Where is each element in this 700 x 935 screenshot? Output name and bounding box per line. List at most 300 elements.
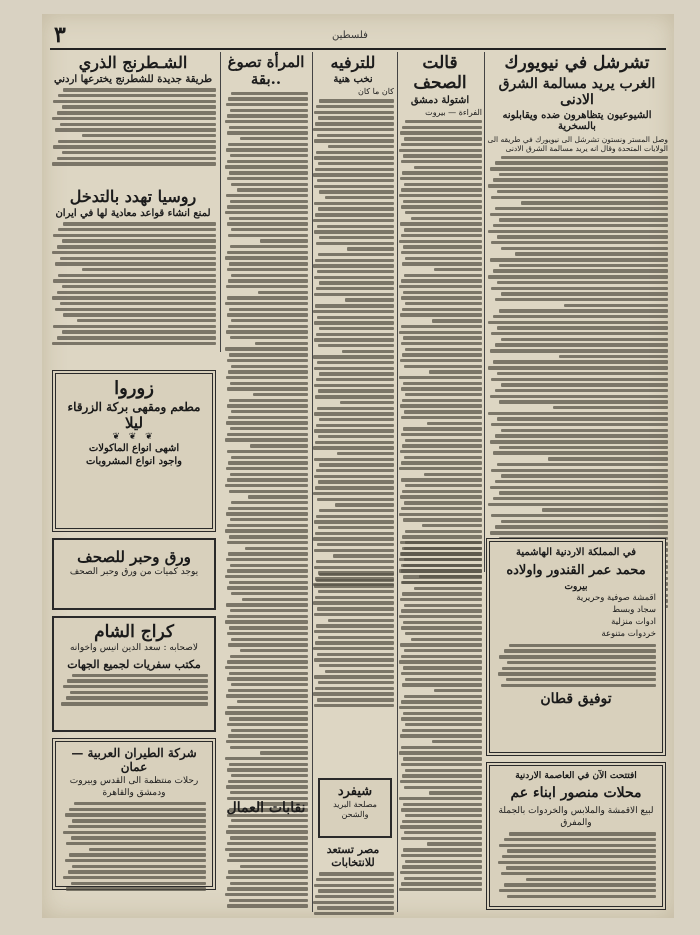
text-line [226, 512, 308, 515]
text-line [248, 495, 308, 498]
text-line [53, 145, 216, 148]
text-line [227, 768, 308, 771]
text-line [491, 332, 668, 335]
text-line [227, 450, 308, 453]
text-line [313, 537, 394, 540]
text-line [402, 126, 482, 129]
text-line [227, 296, 308, 299]
russia-headline: روسيا تهدد بالتدخل [69, 187, 197, 206]
text-line [231, 819, 308, 822]
article-body [312, 872, 394, 915]
text-line [499, 309, 668, 312]
text-line [559, 355, 668, 358]
text-line [316, 579, 394, 582]
text-line [314, 156, 394, 159]
text-line [401, 507, 482, 510]
text-line [71, 836, 206, 839]
text-line [491, 378, 668, 381]
text-line [399, 285, 482, 288]
text-line [405, 723, 482, 726]
text-line [319, 99, 394, 102]
text-line [69, 853, 206, 856]
text-line [499, 889, 656, 892]
text-line [70, 691, 208, 694]
russia-subheadline: لمنع انشاء قواعد معادية لها في ايران [55, 208, 211, 220]
text-line [401, 342, 482, 345]
zarqa-ad-food: اشهى انواع الماكولات [88, 442, 180, 454]
text-line [404, 456, 482, 459]
text-line [230, 791, 308, 794]
text-line [402, 171, 482, 174]
text-line [230, 655, 308, 658]
text-line [226, 694, 308, 697]
text-line [63, 876, 206, 879]
text-line [401, 143, 482, 146]
text-line [317, 653, 394, 656]
text-line [225, 666, 308, 669]
text-line [400, 643, 482, 646]
text-line [227, 131, 308, 134]
text-line [68, 870, 206, 873]
text-line [401, 234, 482, 237]
text-line [402, 774, 482, 777]
text-line [403, 621, 482, 624]
text-line [401, 205, 482, 208]
text-line [404, 786, 482, 789]
text-line [403, 427, 482, 430]
newsprint-ad-title: ورق وحبر للصحف [77, 548, 191, 566]
text-line [229, 626, 308, 629]
text-line [400, 552, 482, 555]
text-line [316, 105, 394, 108]
text-line [228, 552, 308, 555]
text-line [229, 217, 308, 220]
text-line [501, 292, 668, 295]
text-line [497, 190, 668, 193]
text-line [488, 366, 668, 369]
text-line [414, 587, 482, 590]
text-line [405, 257, 482, 260]
text-line [225, 484, 308, 487]
text-line [227, 887, 308, 890]
text-line [314, 293, 394, 296]
zarqa-ad-name: مطعم ومقهى بركة الزرقاء [67, 399, 201, 414]
text-line [504, 883, 656, 886]
text-line [318, 681, 394, 684]
text-line [317, 607, 394, 610]
text-line [499, 264, 668, 267]
text-line [488, 230, 668, 233]
text-line [495, 389, 668, 392]
text-line [52, 251, 216, 254]
text-line [497, 281, 668, 284]
text-line [401, 837, 482, 840]
text-line [404, 410, 482, 413]
text-line [228, 97, 308, 100]
elections-article-bottom [312, 844, 394, 910]
text-line [225, 529, 308, 532]
text-line [231, 729, 308, 732]
text-line [490, 440, 668, 443]
text-line [318, 435, 394, 438]
text-line [488, 321, 668, 324]
shipping-ad-title: شيفرد [337, 784, 373, 799]
text-line [317, 543, 394, 546]
text-line [57, 245, 216, 248]
article-body [312, 99, 394, 586]
text-line [501, 156, 668, 159]
text-line [316, 515, 394, 518]
airline-ad [52, 738, 216, 890]
text-line [401, 296, 482, 299]
text-line [402, 547, 482, 550]
text-line [260, 751, 308, 754]
text-line [402, 592, 482, 595]
text-line [401, 672, 482, 675]
text-line [404, 137, 482, 140]
text-line [504, 838, 656, 841]
text-line [501, 247, 668, 250]
text-line [399, 569, 482, 572]
text-line [501, 872, 656, 875]
text-line [318, 344, 394, 347]
text-line [229, 262, 308, 265]
text-line [497, 372, 668, 375]
text-line [401, 387, 482, 390]
text-line [491, 469, 668, 472]
article-body [224, 92, 308, 818]
text-line [230, 882, 308, 885]
text-line [429, 370, 482, 373]
text-line [68, 825, 206, 828]
text-line [333, 554, 395, 557]
text-line [399, 751, 482, 754]
text-line [62, 330, 216, 333]
text-line [499, 844, 656, 847]
text-line [314, 384, 394, 387]
text-line [400, 825, 482, 828]
text-line [226, 194, 308, 197]
text-line [229, 581, 308, 584]
text-line [52, 342, 216, 345]
text-line [229, 399, 308, 402]
text-line [225, 893, 308, 896]
text-line [499, 400, 668, 403]
text-line [401, 746, 482, 749]
qandour-ad-list [496, 593, 656, 641]
text-line [405, 302, 482, 305]
text-line [225, 165, 308, 168]
page-number: ٣ [54, 22, 66, 48]
text-line [315, 122, 394, 125]
text-line [62, 285, 216, 288]
text-line [228, 689, 308, 692]
text-line [63, 313, 216, 316]
text-line [225, 620, 308, 623]
zarqa-ad-drinks: واجود انواع المشروبات [86, 456, 182, 468]
entertainment-byline: كان ما كان [357, 87, 394, 97]
text-line [316, 878, 394, 881]
text-line [53, 100, 216, 103]
text-line [82, 268, 216, 271]
text-line [405, 860, 482, 863]
text-line [526, 878, 656, 881]
text-line [229, 171, 308, 174]
text-line [498, 861, 656, 864]
text-line [401, 581, 482, 584]
text-line [493, 360, 668, 363]
text-line [66, 696, 208, 699]
top-rule [50, 48, 666, 50]
chess-headline: الشـطرنج الذري [78, 53, 188, 72]
text-line [62, 105, 216, 108]
elections-headline: مصر تستعد للانتخابات [326, 843, 380, 869]
text-line [404, 877, 482, 880]
text-line [493, 315, 668, 318]
text-line [225, 120, 308, 123]
qandour-ad-agent: توفيق قطان [540, 691, 612, 707]
zarqa-ad-title: زوروا [114, 378, 154, 399]
text-line [314, 321, 394, 324]
text-line [230, 518, 308, 521]
text-line [488, 412, 668, 415]
text-line [228, 370, 308, 373]
ornament: ❦ ❦ ❦ [112, 431, 156, 442]
text-line [507, 895, 656, 898]
text-line [318, 162, 394, 165]
text-line [315, 441, 394, 444]
text-line [401, 461, 482, 464]
text-line [228, 643, 308, 646]
text-line [61, 702, 208, 705]
text-line [404, 183, 482, 186]
text-line [434, 268, 482, 271]
text-line [400, 495, 482, 498]
text-line [403, 848, 482, 851]
list-item: سجاد وبسط [612, 605, 656, 616]
text-line [314, 475, 394, 478]
entertainment-subheadline: نخب هنية [333, 74, 373, 86]
text-line [400, 404, 482, 407]
text-line [319, 664, 394, 667]
qandour-ad-city: بيروت [564, 582, 588, 593]
press-review-article [398, 54, 482, 532]
text-line [542, 508, 668, 511]
text-line [58, 94, 216, 97]
text-line [495, 434, 668, 437]
text-line [62, 239, 216, 242]
text-line [314, 520, 394, 523]
chess-subheadline: طريقة جديدة للشطرنج يخترعها اردني [53, 74, 213, 86]
text-line [548, 457, 668, 460]
text-line [316, 624, 394, 627]
text-line [253, 393, 308, 396]
text-line [402, 683, 482, 686]
text-line [507, 849, 656, 852]
text-line [495, 525, 668, 528]
text-line [490, 395, 668, 398]
text-line [403, 757, 482, 760]
text-line [227, 177, 308, 180]
text-line [434, 689, 482, 692]
text-line [318, 116, 394, 119]
text-line [342, 350, 394, 353]
text-line [231, 228, 308, 231]
text-line [490, 531, 668, 534]
text-line [63, 831, 206, 834]
text-line [314, 584, 394, 587]
text-line [499, 446, 668, 449]
text-line [82, 134, 216, 137]
text-line [402, 444, 482, 447]
text-line [497, 463, 668, 466]
qandour-ad-title: محمد عمر القندور واولاده [506, 562, 646, 578]
text-line [319, 190, 394, 193]
text-line [314, 630, 394, 633]
text-line [226, 785, 308, 788]
text-line [230, 154, 308, 157]
text-line [231, 456, 308, 459]
text-line [314, 704, 394, 707]
text-line [319, 281, 394, 284]
text-line [228, 234, 308, 237]
text-line [67, 679, 208, 682]
press-subheadline: اشتولة دمشق [410, 95, 470, 107]
text-line [225, 256, 308, 259]
text-line [228, 825, 308, 828]
text-line [229, 763, 308, 766]
text-line [314, 111, 394, 114]
text-line [501, 383, 668, 386]
text-line [72, 674, 208, 677]
mansour-ad-title: محلات منصور ابناء عم [510, 785, 642, 802]
text-line [228, 780, 308, 783]
text-line [66, 842, 206, 845]
text-line [55, 262, 216, 265]
qandour-ad [486, 538, 666, 756]
text-line [521, 201, 668, 204]
text-line [314, 202, 394, 205]
text-line [226, 421, 308, 424]
text-line [229, 535, 308, 538]
text-line [400, 780, 482, 783]
churchill-opening: وصل المستر ونستون تشرشل الى نيويورك في طريقه الى الولايات المتحدة وقال انه يريد مسالمة الشرق الادنى [487, 134, 668, 153]
text-line [491, 196, 668, 199]
text-line [316, 378, 394, 381]
text-line [53, 325, 216, 328]
text-line [491, 423, 668, 426]
text-line [403, 382, 482, 385]
text-line [347, 247, 394, 250]
text-line [315, 641, 394, 644]
text-line [260, 239, 308, 242]
text-line [403, 154, 482, 157]
text-line [228, 507, 308, 510]
text-line [400, 598, 482, 601]
text-line [314, 458, 394, 461]
text-line [60, 123, 216, 126]
text-line [227, 632, 308, 635]
entertainment-headline: للترفيه [330, 53, 376, 72]
text-line [318, 389, 394, 392]
text-line [227, 586, 308, 589]
text-line [319, 236, 394, 239]
text-line [316, 560, 394, 563]
text-line [225, 347, 308, 350]
text-line [502, 855, 656, 858]
text-line [317, 179, 394, 182]
text-line [57, 336, 216, 339]
text-line [55, 128, 216, 131]
text-line [490, 486, 668, 489]
text-line [315, 895, 394, 898]
text-line [509, 832, 656, 835]
text-line [405, 769, 482, 772]
churchill-headline: تشرشل في نيويورك [504, 53, 650, 73]
text-line [314, 549, 394, 552]
text-line [340, 401, 394, 404]
text-line [405, 211, 482, 214]
text-line [402, 820, 482, 823]
women-headline: المرأة تصوغ ..بقة [227, 53, 305, 89]
text-line [337, 452, 394, 455]
text-line [227, 313, 308, 316]
text-line [231, 92, 308, 95]
text-line [493, 269, 668, 272]
text-line [429, 791, 482, 794]
press-headline: قالت الصحف [413, 53, 467, 93]
text-line [57, 111, 216, 114]
text-line [226, 376, 308, 379]
text-line [230, 564, 308, 567]
text-line [313, 128, 394, 131]
unions-article [224, 800, 308, 910]
text-line [231, 274, 308, 277]
text-line [488, 275, 668, 278]
article-body [50, 88, 216, 165]
text-line [225, 757, 308, 760]
text-line [402, 729, 482, 732]
text-line [499, 218, 668, 221]
text-line [404, 558, 482, 561]
text-line [405, 484, 482, 487]
text-line [325, 196, 394, 199]
text-line [403, 518, 482, 521]
text-line [400, 734, 482, 737]
text-line [240, 137, 308, 140]
text-line [401, 700, 482, 703]
text-line [401, 717, 482, 720]
text-line [495, 161, 668, 164]
text-line [314, 429, 394, 432]
article-body [312, 573, 394, 707]
text-line [229, 308, 308, 311]
text-line [399, 615, 482, 618]
text-line [317, 698, 394, 701]
text-line [319, 418, 394, 421]
text-line [227, 615, 308, 618]
text-line [411, 217, 482, 220]
text-line [403, 291, 482, 294]
text-line [230, 609, 308, 612]
text-line [401, 478, 482, 481]
text-line [319, 573, 394, 576]
text-line [405, 814, 482, 817]
text-line [490, 349, 668, 352]
text-line [227, 569, 308, 572]
text-line [231, 592, 308, 595]
text-line [225, 438, 308, 441]
